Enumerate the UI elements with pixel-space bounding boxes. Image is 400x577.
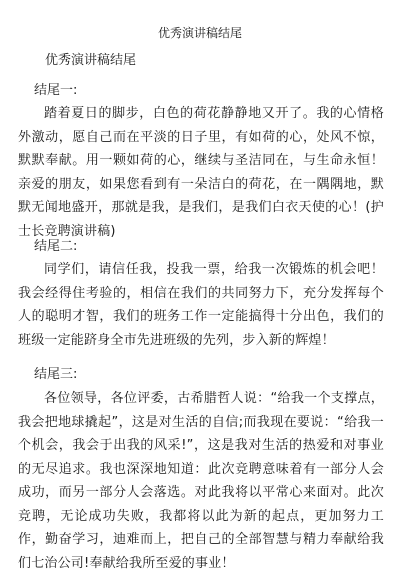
- section-heading-2: 结尾二:: [34, 239, 78, 254]
- document-subtitle: 优秀演讲稿结尾: [45, 53, 137, 68]
- section-body-3: 各位领导，各位评委，古希腊哲人说：“给我一个支撑点，我会把地球撬起”，这是对生活的自信;而我现在要说：“给我一个机会，我会于出我的风采!”，这是我对生活的热爱和对事业的无尽追求。我也深深地知道：此次竞聘意味着有一部分人会成功，而另一部分人会落选。对此我将以平常心来面对。此次竞聘，无论成功失败，我都将以此为新的起点，更加努力工作，勤奋学习，迪难而上，把自己的全部智慧与精力奉献给我们七治公司!奉献给我所至爱的事业！: [18, 391, 384, 571]
- section-heading-1: 结尾一:: [34, 83, 78, 98]
- section-heading-3: 结尾三:: [34, 367, 78, 382]
- document-title: 优秀演讲稿结尾: [157, 26, 242, 40]
- section-body-2: 同学们，请信任我，投我一票，给我一次锻炼的机会吧！我会经得住考验的，相信在我们的共同努力下，充分发挥每个人的聪明才智，我们的班务工作一定能搞得十分出色，我们的班级一定能跻身全市先进班级的先列，步入新的辉煌！: [18, 262, 384, 348]
- section-body-1: 踏着夏日的脚步，白色的荷花静静地又开了。我的心情格外激动，愿自己而在平淡的日子里，有如荷的心，处风不惊，默默奉献。用一颗如荷的心，继续与圣洁同在，与生命永恒！ 亲爱的朋友，如果您看到有一朵洁白的荷花，在一隅隅地，默默无闻地盛开，那就是我，是我们，是我们白衣天使的心！(护士长竞聘演讲稿): [18, 106, 384, 239]
